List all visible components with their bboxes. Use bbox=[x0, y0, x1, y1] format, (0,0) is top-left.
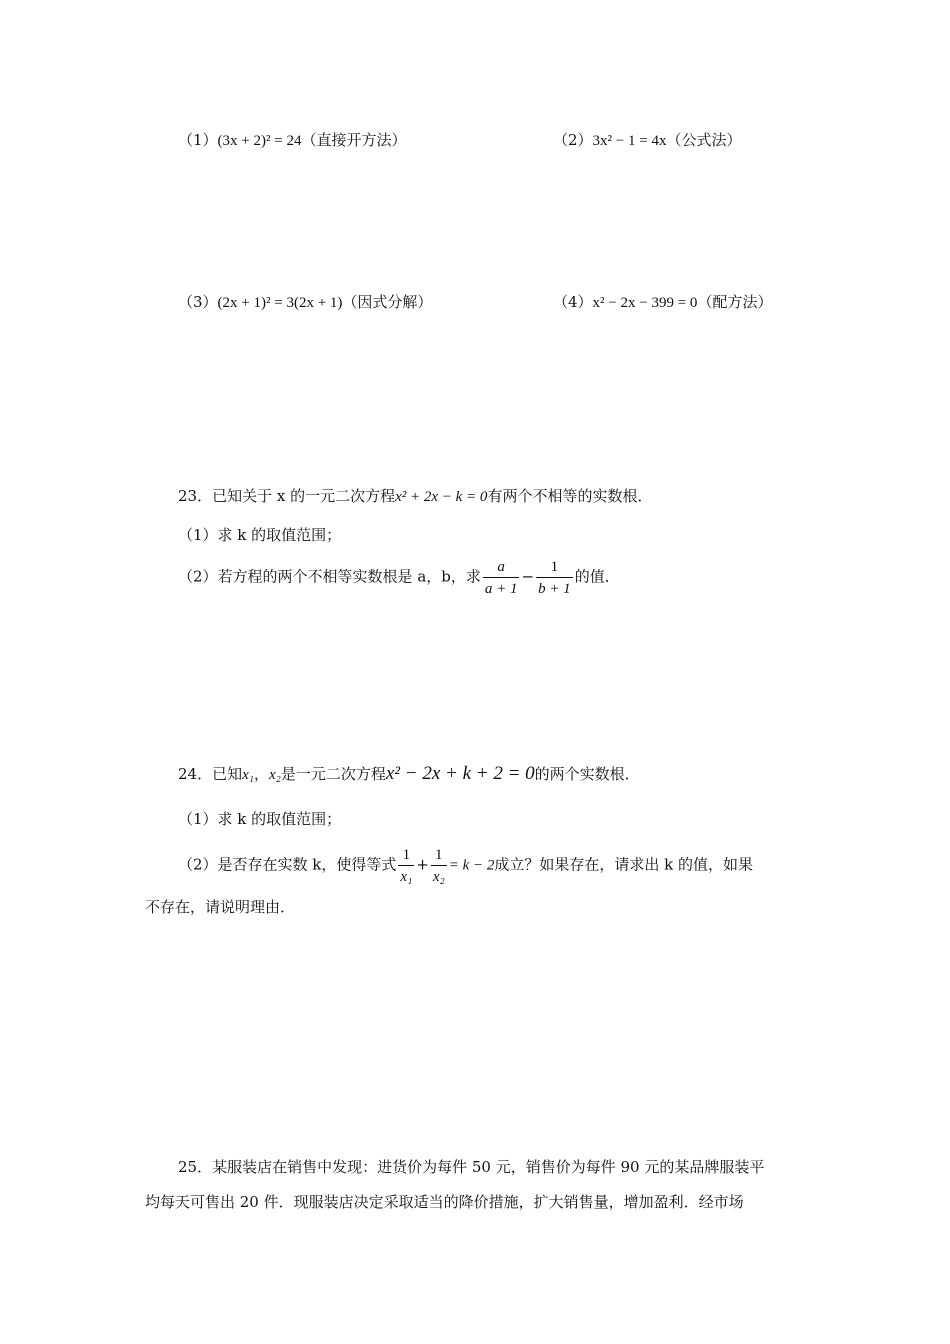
q23-minus-sign: − bbox=[521, 567, 535, 586]
q22-part1-label: （1） bbox=[178, 131, 218, 149]
q24-stem-text-a: 24．已知 bbox=[178, 765, 243, 783]
q22-part4-label: （4） bbox=[553, 293, 593, 311]
q23-stem-text-a: 23．已知关于 x 的一元二次方程 bbox=[178, 487, 396, 505]
q24-stem-text-b: 是一元二次方程 bbox=[280, 765, 386, 783]
q25-line-1: 25．某服装店在销售中发现：进货价为每件 50 元，销售价为每件 90 元的某品牌服装平 bbox=[178, 1158, 765, 1176]
q22-part4 bbox=[553, 292, 772, 313]
q23-stem-text-b: 有两个不相等的实数根． bbox=[487, 487, 653, 505]
q23-fraction-b-numerator: 1 bbox=[550, 559, 559, 575]
q24-part2: （2）是否存在实数 k，使得等式 $\frac{1}{\text{x₁}}$ + $\frac{1}{\text{x₂}}$ = k − 2成立？如果存在，请求出 k 的值，如果 bbox=[178, 844, 753, 887]
q22-part3-label: （3） bbox=[178, 293, 218, 311]
q23-stem bbox=[178, 486, 652, 507]
q24-root-x2: x₂ bbox=[268, 767, 281, 783]
q22-part4-method: （配方法） bbox=[697, 293, 773, 311]
q23-fraction-b-denominator: b + 1 bbox=[538, 581, 571, 597]
q24-fraction-1-denominator: x₁ bbox=[400, 869, 413, 885]
q22-part3 bbox=[178, 292, 432, 313]
q22-part2-label: （2） bbox=[553, 131, 593, 149]
q22-part2-equation: 3x² − 1 = 4x bbox=[592, 133, 667, 149]
q23-part2-text-a: （2）若方程的两个不相等实数根是 a，b，求 bbox=[178, 567, 481, 586]
q23-fraction-a-denominator: a + 1 bbox=[484, 581, 518, 597]
q23-part2 bbox=[178, 556, 620, 599]
q23-part1: （1）求 k 的取值范围； bbox=[178, 526, 342, 544]
q22-part3-method: （因式分解） bbox=[342, 293, 433, 311]
q24-fraction-2 bbox=[431, 844, 447, 887]
q24-part2-text-b: 成立？如果存在，请求出 k 的值，如果 bbox=[494, 855, 754, 874]
q23-fraction-a-numerator: a bbox=[497, 559, 505, 575]
q24-separator: ， bbox=[253, 765, 269, 783]
q24-part2-text-a: （2）是否存在实数 k，使得等式 bbox=[178, 855, 397, 874]
q24-part1: （1）求 k 的取值范围； bbox=[178, 810, 342, 828]
q22-part1-method: （直接开方法） bbox=[301, 131, 407, 149]
q24-stem-text-c: 的两个实数根． bbox=[534, 765, 640, 783]
q23-equation: x² + 2x − k = 0 bbox=[395, 489, 488, 505]
q24-part2-continued: 不存在，请说明理由． bbox=[145, 898, 296, 916]
q24-fraction-1 bbox=[398, 844, 414, 887]
q23-fraction-b bbox=[536, 556, 573, 599]
q24-equation: x² − 2x + k + 2 = 0 bbox=[385, 763, 535, 784]
q24-fraction-2-numerator: 1 bbox=[435, 847, 443, 863]
q22-part2 bbox=[553, 130, 741, 151]
q23-part2-text-b: 的值． bbox=[574, 567, 620, 586]
q23-fraction-a bbox=[483, 556, 520, 599]
q24-fraction-1-numerator: 1 bbox=[402, 847, 411, 863]
q24-root-x1: x₁ bbox=[242, 767, 254, 783]
q22-part4-equation: x² − 2x − 399 = 0 bbox=[592, 295, 698, 311]
q25-line-2: 均每天可售出 20 件．现服装店决定采取适当的降价措施，扩大销售量，增加盈利．经市场 bbox=[145, 1193, 744, 1211]
q22-part3-equation: (2x + 1)² = 3(2x + 1) bbox=[217, 295, 343, 311]
q24-fraction-2-denominator: x₂ bbox=[432, 869, 445, 885]
q24-stem bbox=[178, 764, 640, 785]
q22-part1-equation: (3x + 2)² = 24 bbox=[217, 133, 302, 149]
q22-part1 bbox=[178, 130, 406, 151]
q24-right-hand-side: = k − 2 bbox=[448, 857, 495, 874]
q22-part2-method: （公式法） bbox=[666, 131, 742, 149]
